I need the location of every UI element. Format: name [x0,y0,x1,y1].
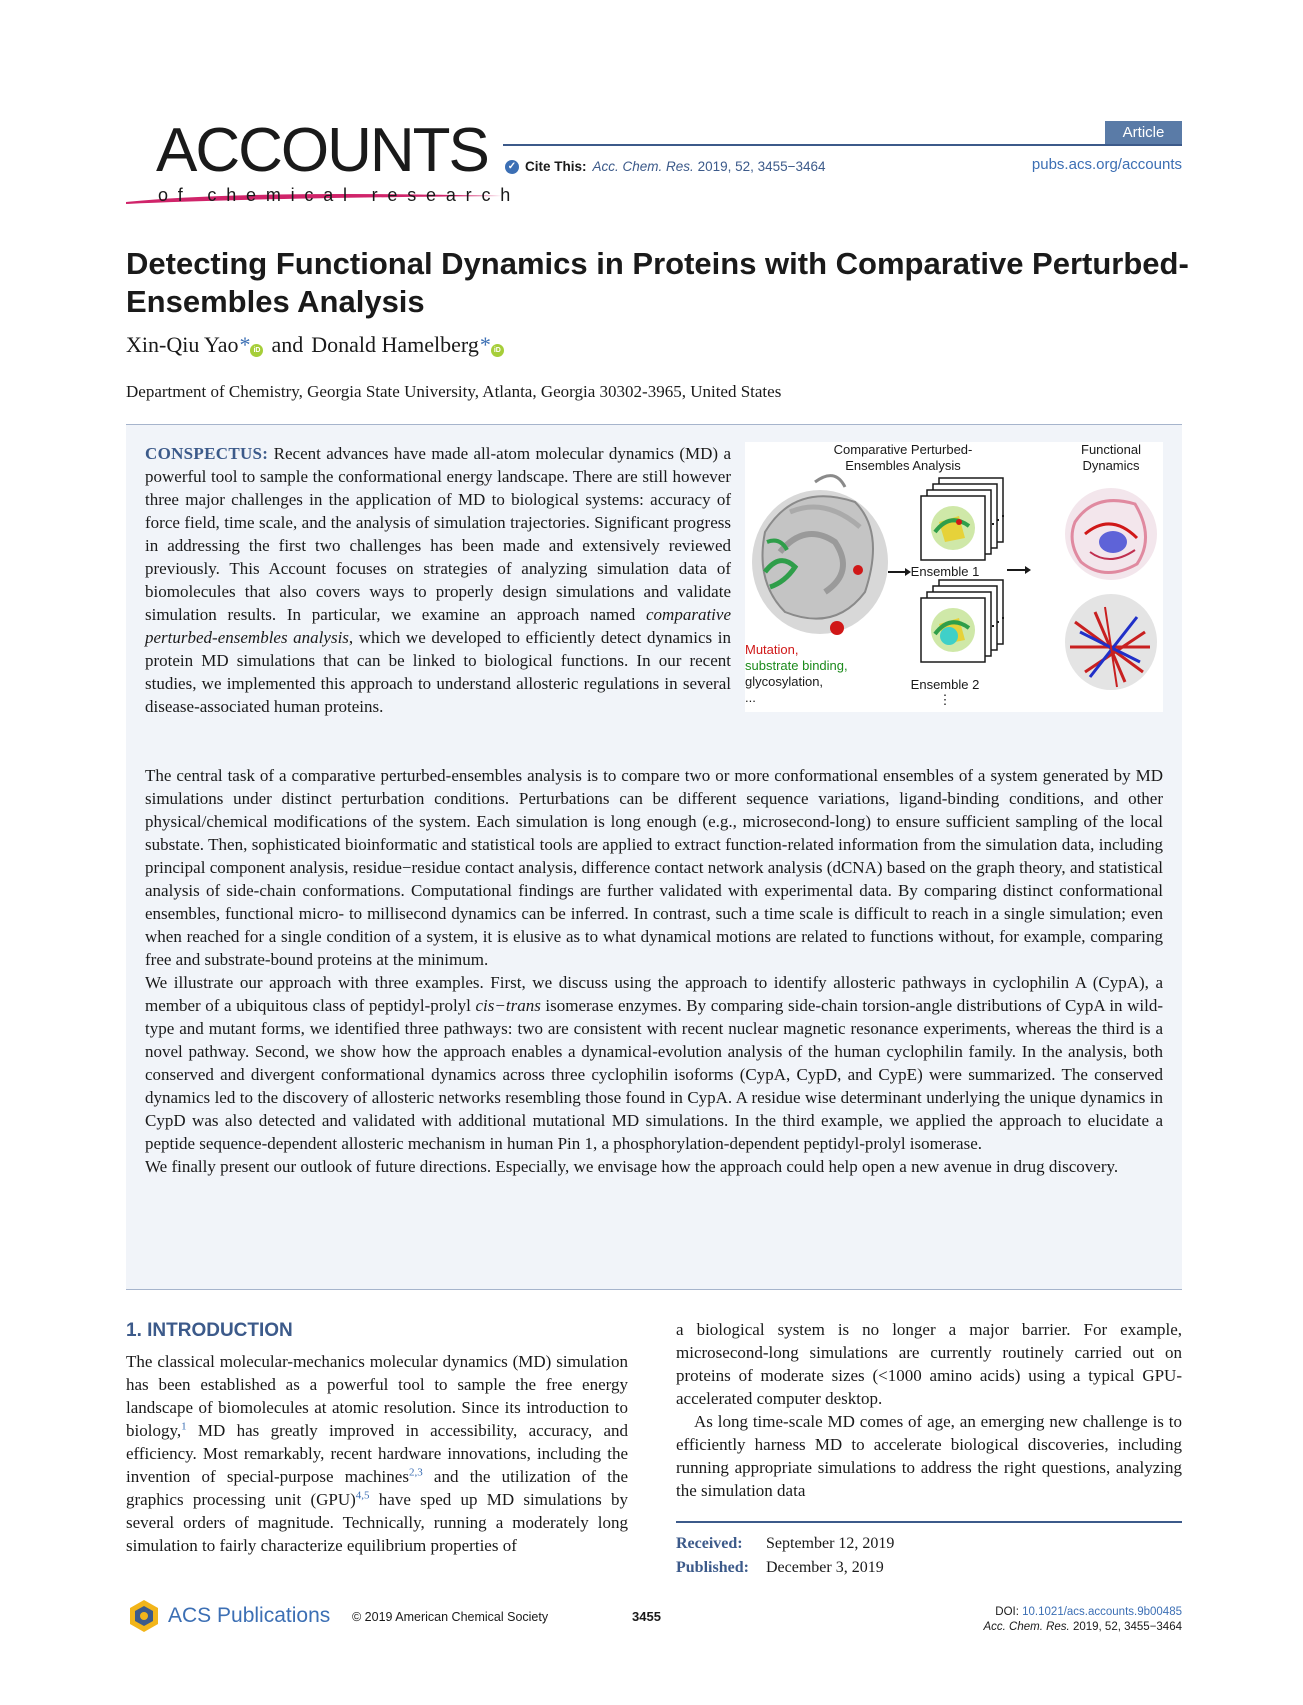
toc-heading-dynamics: Functional Dynamics [1081,442,1141,473]
journal-logo-title: ACCOUNTS [156,116,488,185]
published-date: December 3, 2019 [766,1559,884,1576]
orcid-icon[interactable]: iD [250,344,263,357]
publication-dates [676,1532,894,1580]
body-text: MD has greatly improved in accessibility, accuracy, and efficiency. Most remarkably, recent hardware innovations, including the invention of special-purpose machines [126,1421,629,1486]
functional-dynamics-bottom [1065,594,1157,690]
toc-vertical-ellipsis: ⋮ [938,692,952,707]
cite-this-link[interactable] [505,159,826,174]
doi-label: DOI: [995,1606,1019,1618]
author-name[interactable]: Donald Hamelberg [311,332,479,357]
section-heading: 1. INTRODUCTION [126,1320,293,1341]
conspectus-label: CONSPECTUS: [145,444,269,463]
conspectus-body [145,764,1163,1178]
dates-divider [676,1521,1182,1523]
footer-journal: Acc. Chem. Res. [983,1621,1070,1633]
corresponding-author-mark[interactable]: * [239,332,251,357]
body-paragraph: a biological system is no longer a major barrier. For example, microsecond-long simulations are currently routinely carried out on proteins of moderate sizes (<1000 amino acids) using a typical GPU-accelerated computer desktop. [676,1320,1182,1408]
intro-right-column [676,1318,1182,1502]
corresponding-author-mark[interactable]: * [479,332,491,357]
body-text: The classical molecular-mechanics molecular dynamics (MD) simulation has been established as a powerful tool to sample the free energy landscape of biomolecules at atomic resolution. Since its introduction to biology, [126,1352,628,1440]
doi-citation [983,1605,1182,1635]
published-label: Published: [676,1559,749,1576]
toc-graphic [745,442,1163,712]
conspectus-text: , which we developed to efficiently detect dynamics in protein MD simulations that can be linked to biological functions. In our recent studies, we implemented this approach to understand allosteric regulations in several disease-associated human proteins. [145,628,731,716]
toc-perturb-mutation: Mutation, [745,642,799,657]
cite-label: Cite This: [525,159,587,174]
cite-reference [593,159,826,174]
toc-perturbation-list [745,642,885,706]
journal-website-link[interactable]: pubs.acs.org/accounts [1031,156,1182,173]
ensemble-2-stack [921,580,1004,662]
body-text: have sped up MD simulations by several orders of magnitude. Technically, running a moderately long simulation to fairly characterize equilibrium properties of [126,1490,629,1555]
received-date: September 12, 2019 [766,1535,895,1552]
reference-link[interactable]: 2,3 [408,1466,423,1479]
conspectus-paragraph [145,971,1163,1155]
body-paragraph: As long time-scale MD comes of age, an emerging new challenge is to efficiently harness MD to accelerate biological discoveries, including running appropriate simulations to address the right questions, analyzing the simulation data [676,1412,1182,1500]
toc-perturb-glyco: glycosylation, [745,674,824,689]
ensemble-1-stack [921,478,1004,560]
author-list [126,332,512,358]
conspectus-emphasis: cis−trans [475,996,541,1015]
footer-citation-details: 2019, 52, 3455−3464 [1072,1621,1182,1633]
conspectus-paragraph: We finally present our outlook of future directions. Especially, we envisage how the approach could help open a new avenue in drug discovery. [145,1157,1119,1176]
functional-dynamics-top [1065,488,1157,580]
header-divider [503,144,1182,146]
copyright-notice: © 2019 American Chemical Society [352,1610,549,1624]
orcid-icon[interactable]: iD [491,344,504,357]
body-text: and the utilization of the graphics processing unit (GPU) [126,1467,628,1509]
intro-left-column [126,1350,628,1557]
cite-details: 2019, 52, 3455−3464 [697,159,826,174]
doi-link[interactable]: 10.1021/acs.accounts.9b00485 [1022,1606,1182,1618]
conspectus-text: We illustrate our approach with three examples. First, we discuss using the approach to identify allosteric pathways in cyclophilin A (CypA), a member of a ubiquitous class of peptidyl-prolyl [145,973,1163,1015]
page-header [0,0,1303,220]
toc-perturb-more: ... [745,690,756,705]
conspectus-text: Recent advances have made all-atom molecular dynamics (MD) a powerful tool to sample the conformational energy landscape. There are still however three major challenges in the application of MD to biological systems: accuracy of force field, time scale, and the analysis of simulation trajectories. Significant progress in addressing the first two challenges has been made and extensively reviewed previously. This Account focuses on strategies of analyzing simulation data of biomolecules that also covers ways to properly design simulations and validate simulation results. In particular, we examine an approach named [145,444,731,624]
protein-structure-left [752,476,888,635]
author-affiliation: Department of Chemistry, Georgia State University, Atlanta, Georgia 30302-3965, United States [126,382,782,401]
toc-heading-analysis: Comparative Perturbed-Ensembles Analysis [833,442,973,473]
article-title: Detecting Functional Dynamics in Proteins with Comparative Perturbed-Ensembles Analysis [126,246,1189,319]
cite-journal: Acc. Chem. Res. [592,159,694,174]
reference-link[interactable]: 1 [181,1420,187,1433]
publisher-name: ACS Publications [168,1604,331,1627]
author-joiner: and [271,332,304,357]
acs-publications-logo[interactable] [126,1598,330,1634]
conspectus-emphasis: comparative perturbed-ensembles analysis [145,605,731,647]
author-name[interactable]: Xin-Qiu Yao [126,332,239,357]
article-type-badge: Article [1105,121,1182,145]
received-label: Received: [676,1535,743,1552]
checkmark-icon: ✓ [505,160,519,174]
conspectus-text: isomerase enzymes. By comparing side-chain torsion-angle distributions of CypA in wild-type and mutant forms, we identified three pathways: two are consistent with recent nuclear magnetic resonance experiments, whereas the third is a novel pathway. Second, we show how the approach enables a dynamical-evolution analysis of the human cyclophilin family. In the analysis, both conserved and divergent conformational dynamics across three cyclophilin isoforms (CypA, CypD, and CypE) were summarized. The conserved dynamics led to the discovery of allosteric networks resembling those found in CypA. A residue wise determinant underlying the unique dynamics in CypD was also detected and validated with additional mutational MD simulations. In the third example, we applied the approach to elucidate a peptide sequence-dependent allosteric mechanism in human Pin 1, a phosphorylation-dependent peptidyl-prolyl isomerase. [145,996,1164,1153]
acs-hexagon-icon [126,1598,162,1634]
toc-perturb-binding: substrate binding, [745,658,848,673]
toc-ensemble-2-label: Ensemble 2 [910,677,980,692]
conspectus-intro [145,442,731,718]
conspectus-paragraph: The central task of a comparative perturbed-ensembles analysis is to compare two or more conformational ensembles of a system generated by MD simulations under distinct perturbation conditions. Perturbations can be different sequence variations, ligand-binding conditions, and other physical/chemical modifications of the system. Each simulation is long enough (e.g., microsecond-long) to ensure sufficient sampling of the local substate. Then, sophisticated bioinformatic and statistical tools are applied to extract function-related information from the simulation data, including principal component analysis, residue−residue contact analysis, difference contact network analysis (dCNA) based on the graph theory, and statistical analysis of side-chain conformations. Computational findings are further validated with experimental data. By comparing distinct conformational ensembles, functional micro- to millisecond dynamics can be inferred. In contrast, such a time scale is difficult to reach in a single simulation; even when reached for a single condition of a system, it is elusive as to what dynamical motions are related to functions without, for example, comparing free and substrate-bound proteins at the minimum. [145,766,1163,969]
journal-logo-subtitle: of chemical research [158,185,521,205]
toc-ensemble-1-label: Ensemble 1 [910,564,980,579]
page-number: 3455 [632,1609,661,1624]
reference-link[interactable]: 4,5 [355,1489,370,1502]
